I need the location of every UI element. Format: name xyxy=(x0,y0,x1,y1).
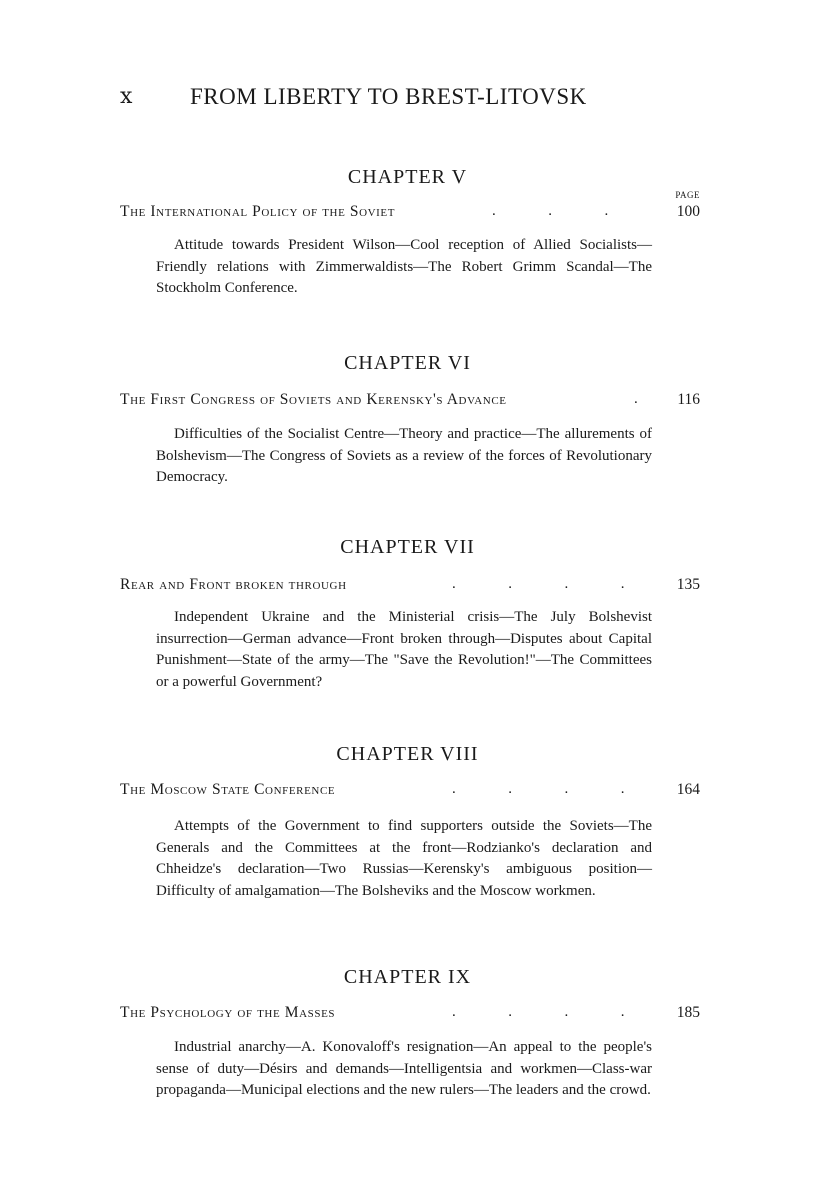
toc-entry[interactable] xyxy=(120,576,700,598)
chapter-summary: Difficulties of the Socialist Centre—Theory and practice—The allurements of Bolshevism—The Congress of Soviets as a review of the forces of Revolutionary Democracy. xyxy=(156,426,652,485)
leader-dots: . . . . xyxy=(452,781,625,797)
book-title: FROM LIBERTY TO BREST-LITOVSK xyxy=(190,84,587,109)
entry-title: Rear and Front broken through xyxy=(120,576,347,593)
page-number: 135 xyxy=(676,576,700,593)
toc-entry[interactable] xyxy=(120,391,700,413)
chapter-heading: CHAPTER V xyxy=(347,166,468,188)
chapter-summary: Industrial anarchy—A. Konovaloff's resignation—An appeal to the people's sense of duty—Désirs and demands—Intelligentsia and workmen—Class-war propaganda—Municipal elections and the new rulers—The leaders and the crowd. xyxy=(156,1039,652,1098)
page-number: 164 xyxy=(676,781,700,798)
page-number: 100 xyxy=(676,203,700,220)
chapter-summary: Independent Ukraine and the Ministerial crisis—The July Bolshevist insurrection—German advance—Front broken through—Disputes about Capital Punishment—State of the army—The "Save the Revolution!"—The Committees or a powerful Government? xyxy=(156,609,652,690)
chapter-heading: CHAPTER VI xyxy=(344,352,471,374)
leader-dots: . . . . xyxy=(452,576,625,592)
chapter-heading: CHAPTER VIII xyxy=(336,743,479,765)
page-folio: x xyxy=(120,84,133,109)
page-number: 116 xyxy=(677,391,700,408)
page-column-label: PAGE xyxy=(675,190,700,200)
toc-entry[interactable] xyxy=(120,781,700,803)
leader-dots: . . . xyxy=(492,203,609,219)
toc-entry[interactable] xyxy=(120,1004,700,1026)
entry-title: The Moscow State Conference xyxy=(120,781,336,798)
chapter-summary: Attempts of the Government to find supporters outside the Soviets—The Generals and the Committees at the front—Rodzianko's declaration and Chheidze's declaration—Two Russias—Kerensky's ambiguous position—Difficulty of amalgamation—The Bolsheviks and the Moscow workmen. xyxy=(156,818,652,899)
toc-entry[interactable] xyxy=(120,203,700,225)
page-number: 185 xyxy=(676,1004,700,1021)
leader-dots: . . . . xyxy=(452,1004,625,1020)
entry-title: The First Congress of Soviets and Kerensky's Advance xyxy=(120,391,507,408)
chapter-heading: CHAPTER IX xyxy=(343,966,472,988)
entry-title: The International Policy of the Soviet xyxy=(120,203,396,220)
chapter-heading: CHAPTER VII xyxy=(340,536,475,558)
leader-dots: . xyxy=(634,391,638,407)
entry-title: The Psychology of the Masses xyxy=(120,1004,336,1021)
chapter-summary: Attitude towards President Wilson—Cool reception of Allied Socialists—Friendly relations with Zimmerwaldists—The Robert Grimm Scandal—The Stockholm Conference. xyxy=(156,237,652,296)
running-head xyxy=(120,84,720,114)
